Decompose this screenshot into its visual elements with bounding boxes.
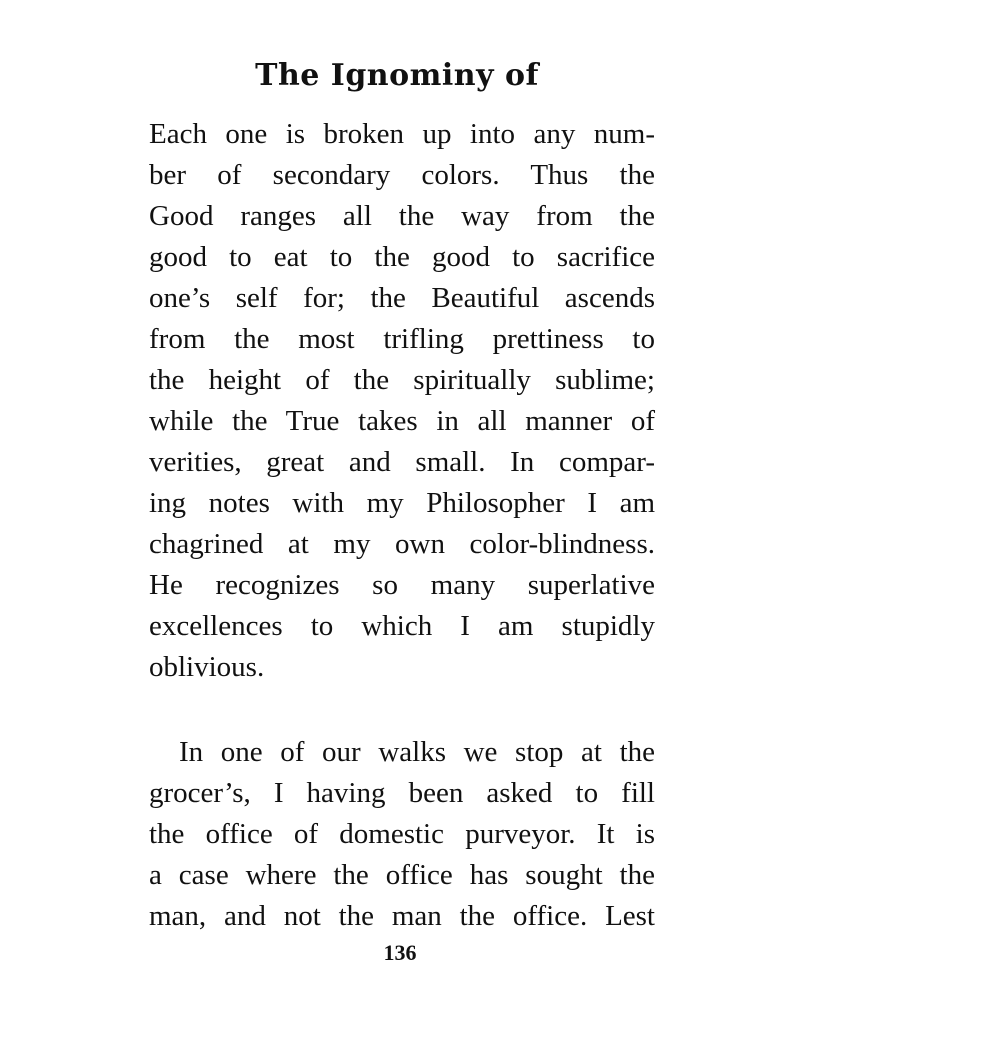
text-line: grocer’s, I having been asked to fill	[149, 777, 655, 809]
text-line: from the most trifling prettiness to	[149, 323, 655, 355]
text-line: good to eat to the good to sacrifice	[149, 241, 655, 273]
text-line: ber of secondary colors. Thus the	[149, 159, 655, 191]
text-line: while the True takes in all manner of	[149, 405, 655, 437]
text-line: In one of our walks we stop at the	[179, 736, 655, 768]
text-line: He recognizes so many superlative	[149, 569, 655, 601]
text-line: ing notes with my Philosopher I am	[149, 487, 655, 519]
text-line: verities, great and small. In compar-	[149, 446, 655, 478]
page-number: 136	[383, 940, 417, 965]
text-line: Good ranges all the way from the	[149, 200, 655, 232]
text-line: chagrined at my own color-blindness.	[149, 528, 655, 560]
paragraph-1	[149, 114, 655, 688]
running-head: The Ignominy of	[255, 58, 539, 93]
text-line: Each one is broken up into any num-	[149, 118, 655, 150]
text-line: oblivious.	[149, 651, 265, 683]
text-line: man, and not the man the office. Lest	[149, 900, 655, 932]
paragraph-2	[149, 732, 655, 937]
text-line: the office of domestic purveyor. It is	[149, 818, 655, 850]
text-line: the height of the spiritually sublime;	[149, 364, 655, 396]
text-line: one’s self for; the Beautiful ascends	[149, 282, 655, 314]
text-line: excellences to which I am stupidly	[149, 610, 655, 642]
text-line: a case where the office has sought the	[149, 859, 655, 891]
